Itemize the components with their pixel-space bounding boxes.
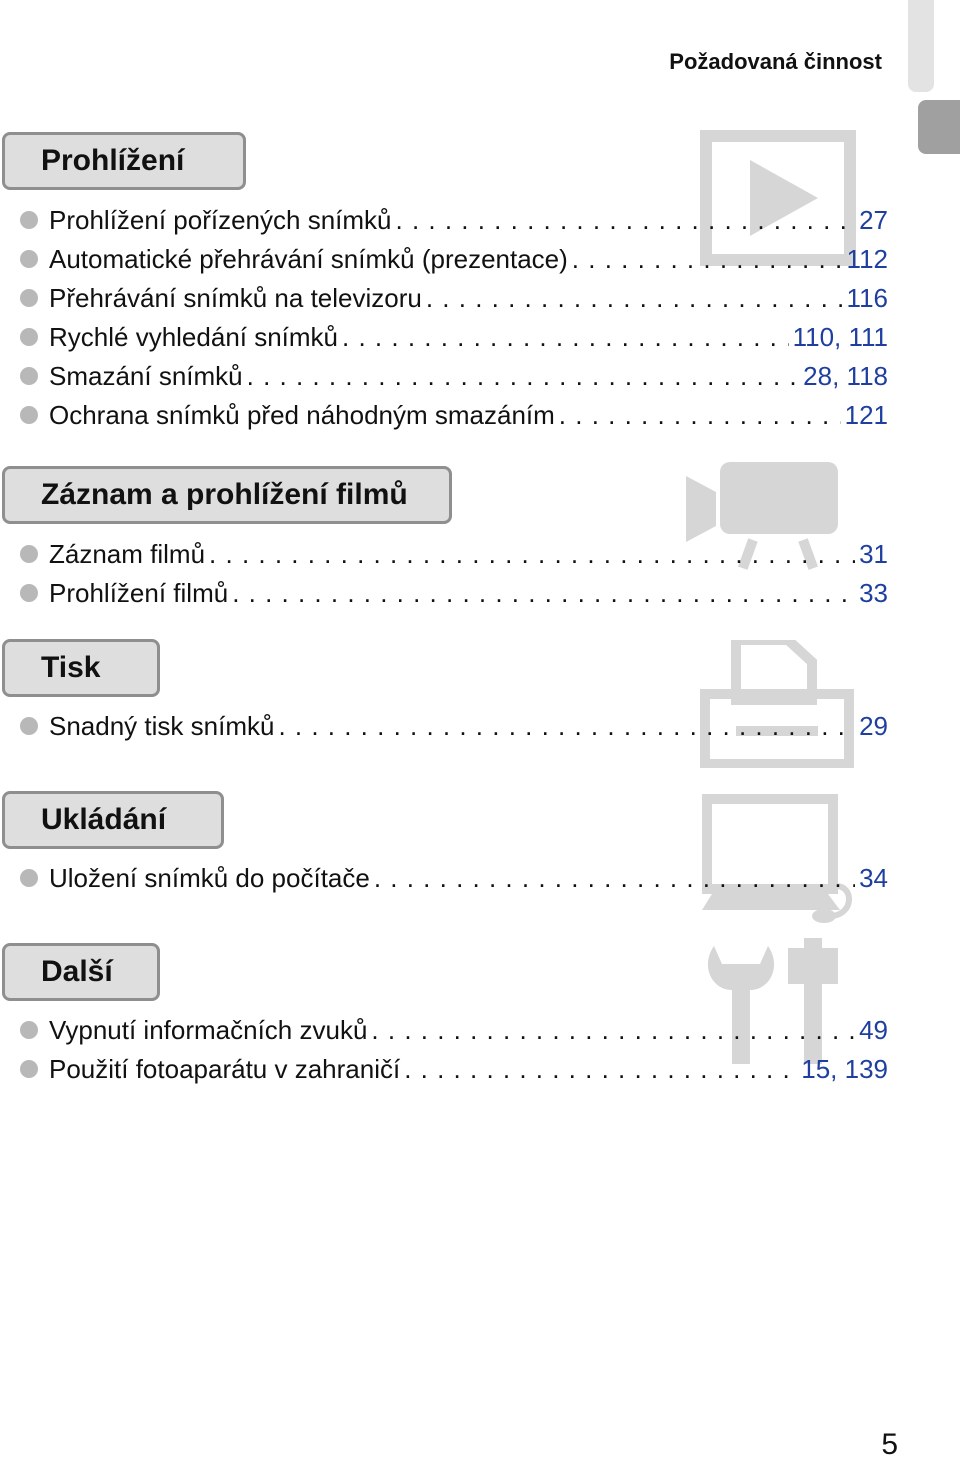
list-item[interactable]	[20, 317, 888, 357]
entry-text: Vypnutí informačních zvuků	[49, 1014, 368, 1045]
list-item[interactable]	[20, 395, 888, 435]
bullet-icon	[20, 367, 38, 385]
bullet-icon	[20, 328, 38, 346]
entry-text: Ochrana snímků před náhodným smazáním	[49, 399, 555, 430]
entry-text: Prohlížení pořízených snímků	[49, 204, 392, 235]
dot-leader	[426, 283, 843, 314]
dot-leader	[572, 244, 843, 275]
entry-text: Rychlé vyhledání snímků	[49, 321, 339, 352]
dot-leader	[278, 711, 855, 742]
bullet-icon	[20, 250, 38, 268]
page-reference-link[interactable]: 49	[859, 1014, 888, 1045]
dot-leader	[232, 578, 855, 609]
entry-text: Použití fotoaparátu v zahraničí	[49, 1053, 401, 1084]
list-item[interactable]	[20, 706, 888, 746]
dot-leader	[342, 322, 789, 353]
page-number: 5	[881, 1428, 898, 1461]
bullet-icon	[20, 1021, 38, 1039]
list-item[interactable]	[20, 858, 888, 898]
page-reference-link[interactable]: 33	[859, 577, 888, 608]
section-header: Ukládání	[2, 791, 224, 849]
page-reference-link[interactable]: 27	[859, 204, 888, 235]
dot-leader	[374, 863, 855, 894]
list-item[interactable]	[20, 239, 888, 279]
section-header: Prohlížení	[2, 132, 246, 190]
dot-leader	[404, 1054, 797, 1085]
printer-icon	[700, 640, 854, 768]
chapter-tab-active	[918, 100, 960, 154]
dot-leader	[247, 361, 800, 392]
page-reference-link[interactable]: 112	[846, 243, 888, 274]
entry-text: Uložení snímků do počítače	[49, 862, 370, 893]
list-item[interactable]	[20, 200, 888, 240]
chapter-tab-light	[908, 0, 934, 92]
bullet-icon	[20, 289, 38, 307]
entry-text: Snadný tisk snímků	[49, 710, 275, 741]
list-item[interactable]	[20, 356, 888, 396]
list-item[interactable]	[20, 278, 888, 318]
bullet-icon	[20, 869, 38, 887]
entry-text: Záznam filmů	[49, 538, 206, 569]
list-item[interactable]	[20, 573, 888, 613]
page-reference-link[interactable]: 31	[859, 538, 888, 569]
entry-text: Automatické přehrávání snímků (prezentace)	[49, 243, 568, 274]
bullet-icon	[20, 545, 38, 563]
list-item[interactable]	[20, 1049, 888, 1089]
running-header: Požadovaná činnost	[669, 49, 882, 74]
page-reference-link[interactable]: 28, 118	[803, 360, 888, 391]
section-header: Tisk	[2, 639, 160, 697]
list-item[interactable]	[20, 534, 888, 574]
dot-leader	[559, 400, 841, 431]
entry-text: Prohlížení filmů	[49, 577, 229, 608]
dot-leader	[371, 1015, 855, 1046]
entry-text: Smazání snímků	[49, 360, 243, 391]
section-header: Záznam a prohlížení filmů	[2, 466, 452, 524]
page-reference-link[interactable]: 110, 111	[792, 321, 888, 352]
dot-leader	[396, 205, 856, 236]
page-reference-link[interactable]: 121	[844, 399, 888, 430]
bullet-icon	[20, 211, 38, 229]
list-item[interactable]	[20, 1010, 888, 1050]
bullet-icon	[20, 717, 38, 735]
page-reference-link[interactable]: 29	[859, 710, 888, 741]
page-reference-link[interactable]: 34	[859, 862, 888, 893]
bullet-icon	[20, 1060, 38, 1078]
section-header: Další	[2, 943, 160, 1001]
bullet-icon	[20, 584, 38, 602]
bullet-icon	[20, 406, 38, 424]
page-reference-link[interactable]: 116	[846, 282, 888, 313]
dot-leader	[209, 539, 855, 570]
page-reference-link[interactable]: 15, 139	[801, 1053, 888, 1084]
entry-text: Přehrávání snímků na televizoru	[49, 282, 422, 313]
